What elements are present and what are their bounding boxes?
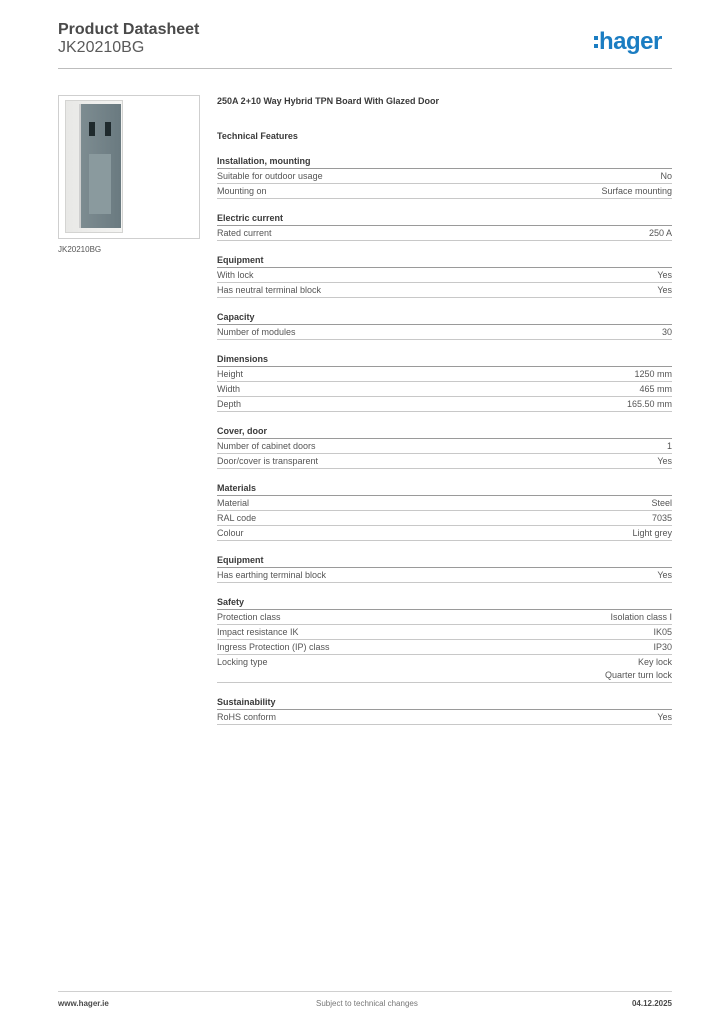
spec-value-line: No <box>660 171 672 181</box>
spec-row <box>217 367 672 382</box>
spec-value <box>605 656 672 682</box>
section-title: Safety <box>217 596 672 610</box>
spec-section <box>217 425 672 469</box>
spec-value <box>657 569 672 582</box>
spec-label: Protection class <box>217 612 281 622</box>
spec-row <box>217 710 672 725</box>
spec-value-line: 1 <box>666 441 672 451</box>
spec-section <box>217 311 672 340</box>
spec-value <box>653 641 672 654</box>
section-title: Dimensions <box>217 353 672 367</box>
section-title: Materials <box>217 482 672 496</box>
spec-row <box>217 526 672 541</box>
spec-value-line: Yes <box>657 270 672 280</box>
spec-value-line: 1250 mm <box>634 369 672 379</box>
spec-value-line: Light grey <box>632 528 672 538</box>
spec-row <box>217 397 672 412</box>
cabinet-illustration-icon <box>65 100 123 233</box>
section-title: Sustainability <box>217 696 672 710</box>
spec-row <box>217 382 672 397</box>
spec-row <box>217 226 672 241</box>
spec-label: Number of modules <box>217 327 296 337</box>
spec-value <box>657 284 672 297</box>
section-title: Equipment <box>217 254 672 268</box>
spec-value-line: Surface mounting <box>601 186 672 196</box>
technical-content <box>217 95 672 725</box>
spec-label: Rated current <box>217 228 272 238</box>
spec-value-line: Yes <box>657 456 672 466</box>
spec-label: Impact resistance IK <box>217 627 299 637</box>
spec-label: Has earthing terminal block <box>217 570 327 580</box>
spec-row <box>217 640 672 655</box>
spec-value <box>651 497 672 510</box>
spec-value-line: 250 A <box>648 228 672 238</box>
spec-section <box>217 155 672 199</box>
spec-row <box>217 655 672 683</box>
spec-value <box>657 269 672 282</box>
spec-row <box>217 283 672 298</box>
spec-row <box>217 625 672 640</box>
spec-value-line: 30 <box>661 327 672 337</box>
spec-value-line: Quarter turn lock <box>604 670 672 680</box>
spec-sections <box>217 155 672 725</box>
spec-section <box>217 353 672 412</box>
spec-value <box>610 611 672 624</box>
spec-value <box>632 527 672 540</box>
spec-value-line: IK05 <box>653 627 672 637</box>
logo-dots-icon <box>594 34 598 50</box>
spec-row <box>217 610 672 625</box>
spec-row <box>217 169 672 184</box>
spec-label: Suitable for outdoor usage <box>217 171 323 181</box>
footer-note: Subject to technical changes <box>316 999 418 1008</box>
spec-label: RoHS conform <box>217 712 277 722</box>
spec-value-line: Key lock <box>637 657 672 667</box>
spec-row <box>217 325 672 340</box>
footer-divider <box>58 991 672 992</box>
section-title: Electric current <box>217 212 672 226</box>
spec-value <box>657 711 672 724</box>
spec-section <box>217 482 672 541</box>
spec-section <box>217 596 672 683</box>
spec-value-line: 165.50 mm <box>626 399 672 409</box>
spec-label: Colour <box>217 528 244 538</box>
spec-value <box>653 626 672 639</box>
spec-label: RAL code <box>217 513 257 523</box>
product-image <box>58 95 200 239</box>
spec-row <box>217 268 672 283</box>
spec-section <box>217 696 672 725</box>
spec-section <box>217 554 672 583</box>
spec-label: Height <box>217 369 244 379</box>
spec-label: Ingress Protection (IP) class <box>217 642 330 652</box>
spec-row <box>217 454 672 469</box>
spec-value-line: Yes <box>657 570 672 580</box>
spec-value-line: IP30 <box>653 642 672 652</box>
image-caption: JK20210BG <box>58 245 102 254</box>
spec-section <box>217 254 672 298</box>
section-title: Cover, door <box>217 425 672 439</box>
spec-row <box>217 439 672 454</box>
spec-label: Door/cover is transparent <box>217 456 319 466</box>
spec-value <box>627 398 672 411</box>
spec-value-line: Steel <box>651 498 672 508</box>
spec-label: Number of cabinet doors <box>217 441 316 451</box>
spec-row <box>217 496 672 511</box>
product-name: 250A 2+10 Way Hybrid TPN Board With Glazed Door <box>217 96 440 106</box>
spec-value-line: 465 mm <box>639 384 672 394</box>
spec-label: Has neutral terminal block <box>217 285 322 295</box>
spec-label: Material <box>217 498 250 508</box>
spec-value <box>660 170 672 183</box>
spec-value <box>657 455 672 468</box>
spec-value-line: Yes <box>657 712 672 722</box>
spec-label: With lock <box>217 270 254 280</box>
section-title: Installation, mounting <box>217 155 672 169</box>
spec-value <box>652 512 672 525</box>
section-title: Capacity <box>217 311 672 325</box>
spec-value <box>639 383 672 396</box>
header-divider <box>58 68 672 69</box>
spec-value <box>634 368 672 381</box>
product-code: JK20210BG <box>58 39 145 56</box>
section-title: Equipment <box>217 554 672 568</box>
footer-date: 04.12.2025 <box>631 999 672 1008</box>
features-heading: Technical Features <box>217 131 298 141</box>
page-title: Product Datasheet <box>58 21 200 38</box>
spec-section <box>217 212 672 241</box>
logo-text: hager <box>599 28 662 55</box>
spec-label: Depth <box>217 399 242 409</box>
spec-value <box>667 440 672 453</box>
spec-value-line: 7035 <box>651 513 672 523</box>
spec-value-line: Yes <box>657 285 672 295</box>
hager-logo[interactable] <box>594 28 662 56</box>
spec-label: Mounting on <box>217 186 267 196</box>
spec-value <box>649 227 672 240</box>
spec-label: Width <box>217 384 241 394</box>
spec-value <box>662 326 672 339</box>
spec-row <box>217 511 672 526</box>
spec-label: Locking type <box>217 657 268 667</box>
spec-row <box>217 184 672 199</box>
spec-value-line: Isolation class I <box>610 612 672 622</box>
spec-row <box>217 568 672 583</box>
spec-value <box>601 185 672 198</box>
footer-website-link[interactable]: www.hager.ie <box>58 999 109 1008</box>
